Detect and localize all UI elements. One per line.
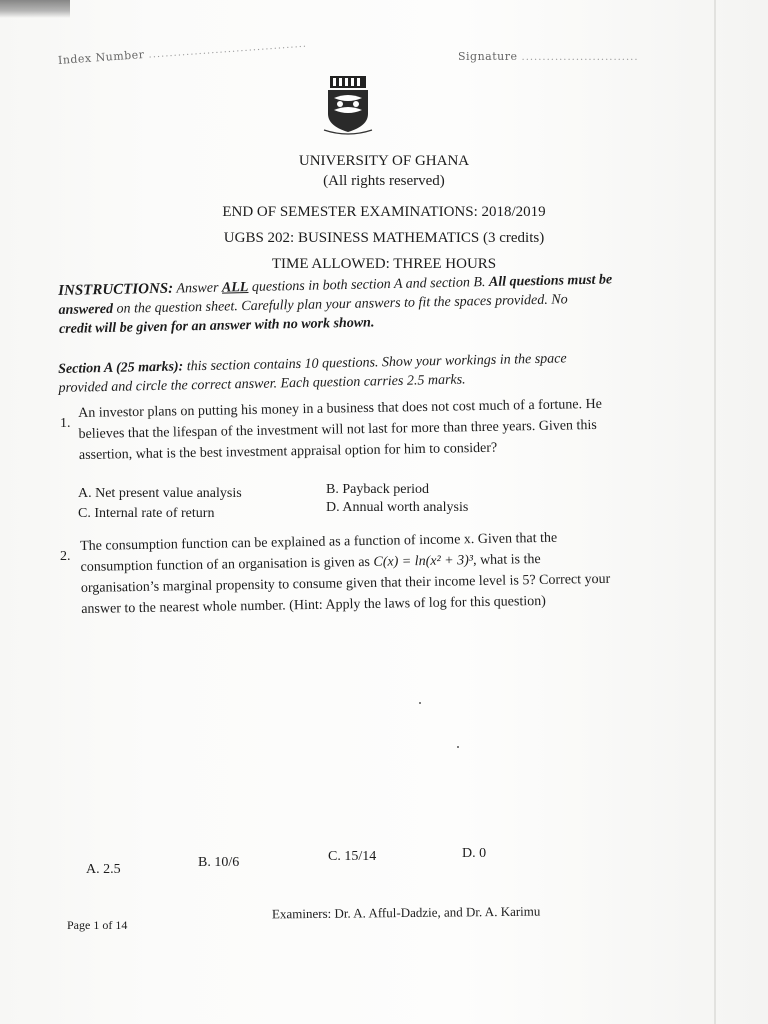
- index-number-label: Index Number: [57, 47, 145, 67]
- university-name: UNIVERSITY OF GHANA: [298, 153, 470, 169]
- instructions-text-1: Answer: [173, 280, 223, 297]
- section-a-line-2: provided and circle the correct answer. Each question carries 2.5 marks.: [58, 372, 466, 396]
- instructions-bold-1: All questions must be: [488, 272, 613, 290]
- university-crest-icon: [322, 74, 374, 136]
- instructions-all: ALL: [221, 280, 249, 296]
- section-a-description: [58, 347, 679, 398]
- instructions-block: [58, 270, 649, 339]
- scan-speck: [457, 746, 459, 748]
- question-2-line-3: organisation’s marginal propensity to consume given that their income level is 5? Correct your: [80, 571, 611, 596]
- question-2-text-2a: consumption function of an organisation is given as: [80, 554, 371, 575]
- question-2-number: 2.: [60, 549, 71, 564]
- signature-field: [458, 50, 639, 63]
- consumption-formula: C(x) = ln(x² + 3)³: [373, 553, 474, 570]
- question-2-option-a[interactable]: A. 2.5: [86, 862, 121, 877]
- section-a-label: Section A (25 marks):: [58, 359, 184, 377]
- section-a-text-1: this section contains 10 questions. Show your workings in the space: [183, 351, 567, 375]
- instructions-text-2: questions in both section A and section B.: [248, 274, 490, 296]
- instructions-answered: answered: [58, 301, 114, 318]
- scan-speck: [419, 702, 421, 704]
- rights-reserved: (All rights reserved): [323, 173, 445, 189]
- question-1-line-2: believes that the lifespan of the investment will not last for more than three years. Given this: [78, 417, 597, 442]
- question-2-option-c[interactable]: C. 15/14: [328, 849, 377, 864]
- question-1-option-d[interactable]: D. Annual worth analysis: [326, 500, 469, 515]
- question-1-line-3: assertion, what is the best investment appraisal option for him to consider?: [78, 440, 498, 463]
- question-2-option-b[interactable]: B. 10/6: [198, 855, 240, 870]
- examiners: Examiners: Dr. A. Afful-Dadzie, and Dr. A. Karimu: [271, 903, 541, 922]
- question-1-number: 1.: [60, 416, 71, 431]
- question-2-text-2b: , what is the: [472, 551, 541, 569]
- exam-title: END OF SEMESTER EXAMINATIONS: 2018/2019: [222, 204, 546, 220]
- question-1-line-1: An investor plans on putting his money in a business that does not cost much of a fortune. He: [78, 396, 602, 421]
- question-2-line-4: answer to the nearest whole number. (Hint: Apply the laws of log for this question): [81, 593, 546, 617]
- time-allowed: TIME ALLOWED: THREE HOURS: [271, 256, 497, 272]
- index-number-field: [58, 37, 308, 67]
- signature-label: Signature: [458, 50, 518, 63]
- page-number: Page 1 of 14: [67, 918, 128, 932]
- scan-shadow: [0, 0, 70, 18]
- instructions-line-3: credit will be given for an answer with no work shown.: [58, 315, 375, 337]
- question-1-text: [78, 393, 659, 466]
- instructions-text-3: on the question sheet. Carefully plan your answers to fit the spaces provided. No: [112, 292, 568, 317]
- question-1-option-b[interactable]: B. Payback period: [326, 482, 430, 497]
- instructions-label: INSTRUCTIONS:: [58, 280, 174, 299]
- signature-dots: ............................: [521, 52, 639, 63]
- question-2-text: [80, 526, 661, 620]
- index-number-dots: ......................................: [148, 38, 308, 61]
- question-2-line-1: The consumption function can be explained as a function of income x. Given that the: [80, 530, 558, 554]
- question-2-option-d[interactable]: D. 0: [462, 846, 487, 861]
- question-1-option-a[interactable]: A. Net present value analysis: [78, 486, 242, 501]
- question-1-option-c[interactable]: C. Internal rate of return: [78, 506, 215, 521]
- course-title: UGBS 202: BUSINESS MATHEMATICS (3 credits): [223, 230, 545, 246]
